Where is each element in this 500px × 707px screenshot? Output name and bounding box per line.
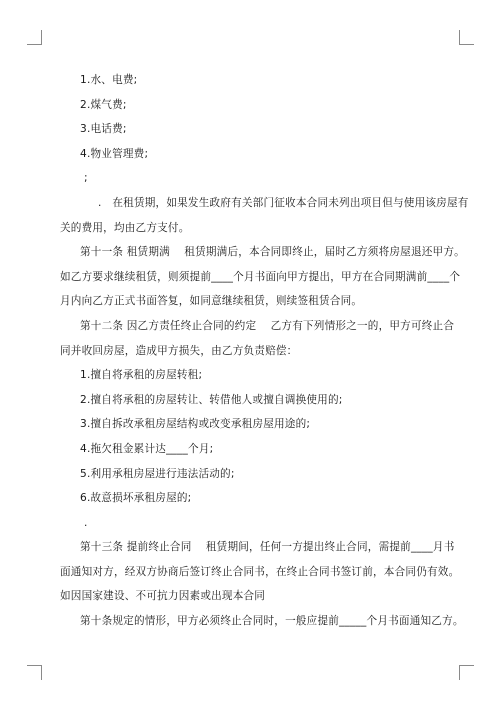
list-item: 3.擅自拆改承租房屋结构或改变承租房屋用途的; — [80, 418, 311, 431]
crop-mark-top-left — [27, 30, 42, 45]
list-item-gas: 2.煤气费; — [80, 98, 127, 111]
crop-mark-bottom-left — [27, 665, 42, 680]
paragraph-line: . 在租赁期，如果发生政府有关部门征收本合同未列出项目但与使用该房屋有 — [98, 196, 469, 209]
paragraph-line: 第十条规定的情形，甲方必须终止合同时，一般应提前_____个月书面通知乙方。 — [80, 615, 464, 628]
list-item-phone: 3.电话费; — [80, 123, 127, 136]
paragraph-line: 月内向乙方正式书面答复，如同意继续租赁，则续签租赁合同。 — [60, 295, 363, 308]
paragraph-line: 面通知对方，经双方协商后签订终止合同书，在终止合同书签订前，本合同仍有效。 — [60, 565, 460, 578]
list-item-property-fee: 4.物业管理费; — [80, 147, 149, 160]
clause-12-heading-line: 第十二条 因乙方责任终止合同的约定 乙方有下列情形之一的，甲方可终止合 — [80, 319, 455, 332]
list-item-water-electricity: 1.水、电费; — [80, 74, 138, 86]
list-item: 4.拖欠租金累计达____个月; — [80, 442, 214, 455]
document-body — [60, 68, 469, 634]
list-item: 2.擅自将承租的房屋转让、转借他人或擅自调换使用的; — [80, 393, 343, 406]
list-item: 5.利用承租房屋进行违法活动的; — [80, 467, 235, 480]
clause-13-heading-line: 第十三条 提前终止合同 租赁期间，任何一方提出终止合同，需提前____月书 — [80, 541, 455, 554]
paragraph-line: 如因国家建设、不可抗力因素或出现本合同 — [60, 590, 266, 603]
paragraph-line: 如乙方要求继续租赁，则须提前____个月书面向甲方提出，甲方在合同期满前____个 — [60, 270, 461, 283]
crop-mark-top-right — [459, 30, 474, 45]
paragraph-line: 同并收回房屋，造成甲方损失，由乙方负责赔偿： — [60, 344, 298, 357]
list-item-blank: . — [84, 516, 88, 529]
paragraph-line: 关的费用，均由乙方支付。 — [60, 221, 190, 234]
clause-11-heading-line: 第十一条 租赁期满 租赁期满后，本合同即终止，届时乙方须将房屋退还甲方。 — [80, 246, 465, 259]
list-item-blank: ; — [84, 172, 88, 185]
list-item: 1.擅自将承租的房屋转租; — [80, 369, 203, 382]
crop-mark-bottom-right — [459, 665, 474, 680]
list-item: 6.故意损坏承租房屋的; — [80, 492, 192, 505]
